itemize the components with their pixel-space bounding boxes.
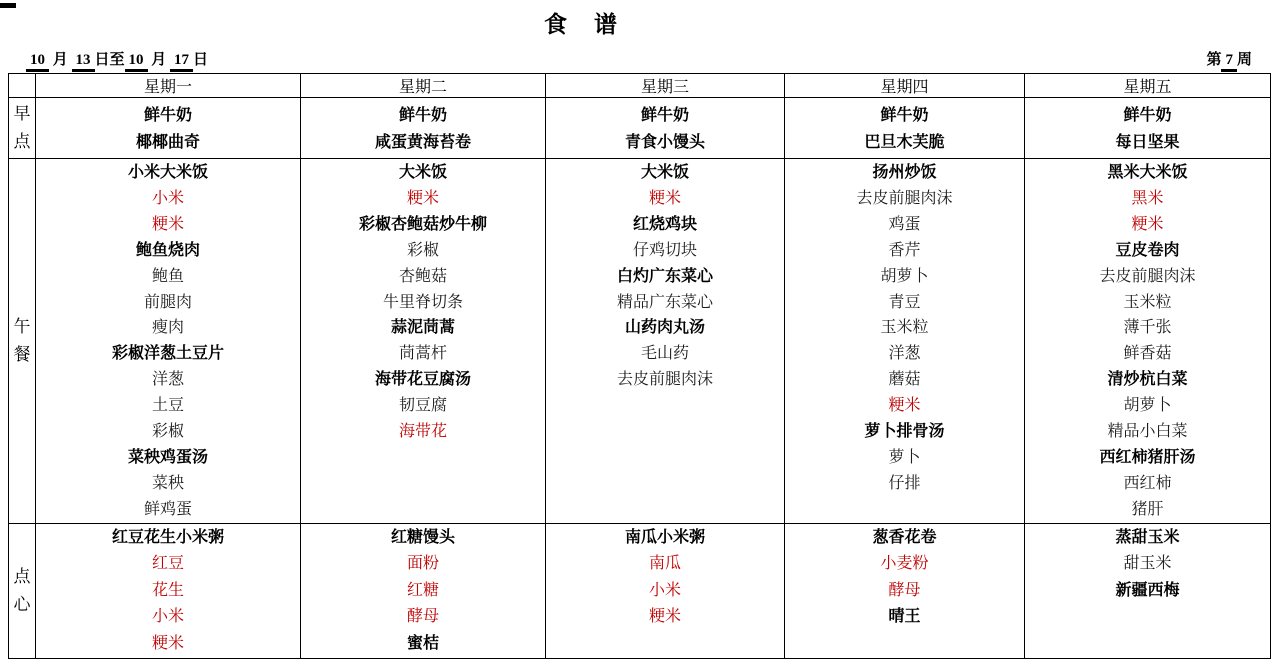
dish-name: 彩椒杏鲍菇炒牛柳 [358, 215, 487, 233]
ingredient: 菜秧 [151, 474, 184, 492]
label-text: 日 [193, 52, 209, 68]
dish-name: 青食小馒头 [624, 133, 705, 151]
ingredient: 杏鲍菇 [398, 267, 447, 285]
underlined-value: 10 [125, 52, 148, 72]
dish-name: 菜秧鸡蛋汤 [127, 448, 208, 466]
label-text: 第 [1206, 52, 1222, 68]
meal-cell-snack-day2 [301, 523, 546, 658]
ingredient: 粳米 [648, 189, 681, 207]
row-label-breakfast [9, 98, 36, 159]
menu-table [8, 73, 1271, 659]
ingredient: 粳米 [151, 635, 184, 653]
ingredient: 鲜鸡蛋 [143, 500, 192, 518]
ingredient: 粳米 [151, 215, 184, 233]
label-text: 月 [49, 52, 72, 68]
dish-name: 鲜牛奶 [143, 106, 192, 124]
underlined-value: 17 [170, 52, 193, 72]
dish-name: 鲜牛奶 [640, 106, 689, 124]
day-header-row [9, 74, 1271, 98]
ingredient: 萝卜 [888, 448, 921, 466]
meal-cell-breakfast-day1 [36, 98, 301, 159]
ingredient: 玉米粒 [1123, 293, 1172, 311]
ingredient: 鲍鱼 [151, 267, 184, 285]
week-label [1206, 48, 1270, 72]
ingredient: 小米 [151, 189, 184, 207]
label-text: 周 [1236, 52, 1252, 68]
dish-name: 山药肉丸汤 [624, 319, 705, 337]
ingredient: 鸡蛋 [888, 215, 921, 233]
ingredient: 南瓜 [648, 555, 681, 573]
day-header-3: 星期三 [546, 74, 785, 98]
ingredient: 甜玉米 [1123, 555, 1172, 573]
meal-row-lunch [9, 159, 1271, 524]
ingredient: 牛里脊切条 [382, 293, 463, 311]
dish-name: 豆皮卷肉 [1115, 241, 1180, 259]
ingredient: 仔排 [888, 474, 921, 492]
label-text: 月 [147, 52, 171, 68]
meal-row-snack [9, 523, 1271, 658]
ingredient: 猪肝 [1131, 500, 1164, 518]
dish-name: 巴旦木芙脆 [864, 133, 945, 151]
dish-name: 蒸甜玉米 [1115, 528, 1180, 546]
ingredient: 小米 [648, 581, 681, 599]
meal-cell-lunch-day1 [36, 159, 301, 524]
ingredient: 蘑菇 [888, 371, 921, 389]
dish-name: 椰椰曲奇 [135, 133, 200, 151]
dish-name: 彩椒洋葱土豆片 [111, 345, 224, 363]
date-range [8, 48, 208, 72]
ingredient: 瘦肉 [151, 319, 184, 337]
row-label-char: 点 [13, 132, 31, 151]
ingredient: 胡萝卜 [1123, 397, 1172, 415]
ingredient: 洋葱 [888, 345, 921, 363]
dish-name: 蒜泥茼蒿 [390, 319, 455, 337]
ingredient: 海带花 [398, 423, 447, 441]
dish-name: 西红柿猪肝汤 [1099, 448, 1196, 466]
row-label-char: 午 [13, 316, 31, 336]
meal-cell-snack-day1 [36, 523, 301, 658]
meta-row [8, 48, 1270, 72]
ingredient: 青豆 [888, 293, 921, 311]
ingredient: 小米 [151, 608, 184, 626]
meal-cell-snack-day4 [785, 523, 1025, 658]
dish-name: 南瓜小米粥 [624, 528, 705, 546]
meal-cell-lunch-day5 [1025, 159, 1271, 524]
ingredient: 粳米 [406, 189, 439, 207]
ingredient: 鲜香菇 [1123, 345, 1172, 363]
row-label-char: 心 [13, 594, 31, 614]
day-header-5: 星期五 [1025, 74, 1271, 98]
ingredient: 粳米 [888, 397, 921, 415]
dish-name: 晴王 [888, 608, 921, 626]
day-header-1: 星期一 [36, 74, 301, 98]
ingredient: 土豆 [151, 397, 184, 415]
ingredient: 花生 [151, 581, 184, 599]
meal-cell-breakfast-day3 [546, 98, 785, 159]
ingredient: 黑米 [1131, 189, 1164, 207]
page-title: 食 谱 [544, 12, 619, 37]
underlined-value: 13 [72, 52, 95, 72]
day-header-2: 星期二 [301, 74, 546, 98]
meal-cell-breakfast-day4 [785, 98, 1025, 159]
row-label-char: 早 [13, 104, 31, 123]
ingredient: 胡萝卜 [880, 267, 929, 285]
ingredient: 红糖 [406, 581, 439, 599]
meal-cell-breakfast-day2 [301, 98, 546, 159]
dish-name: 葱香花卷 [872, 528, 937, 546]
meal-cell-breakfast-day5 [1025, 98, 1271, 159]
dish-name: 海带花豆腐汤 [374, 371, 471, 389]
meal-cell-lunch-day4 [785, 159, 1025, 524]
dish-name: 红糖馒头 [390, 528, 455, 546]
dish-name: 鲜牛奶 [398, 106, 447, 124]
dish-name: 鲍鱼烧肉 [135, 241, 200, 259]
ingredient: 洋葱 [151, 371, 184, 389]
row-label-char: 点 [13, 566, 31, 586]
row-label-lunch [9, 159, 36, 524]
ingredient: 薄千张 [1123, 319, 1172, 337]
dish-name: 鲜牛奶 [1123, 106, 1172, 124]
meal-cell-lunch-day2 [301, 159, 546, 524]
day-header-4: 星期四 [785, 74, 1025, 98]
ingredient: 粳米 [648, 608, 681, 626]
meal-cell-snack-day3 [546, 523, 785, 658]
ingredient: 去皮前腿肉沫 [616, 371, 713, 389]
ingredient: 面粉 [406, 555, 439, 573]
ingredient: 韧豆腐 [398, 397, 447, 415]
dish-name: 蜜桔 [406, 635, 439, 653]
ingredient: 彩椒 [151, 423, 184, 441]
underlined-value: 7 [1221, 52, 1237, 72]
ingredient: 酵母 [406, 608, 439, 626]
ingredient: 红豆 [151, 555, 184, 573]
meal-cell-snack-day5 [1025, 523, 1271, 658]
ingredient: 仔鸡切块 [632, 241, 697, 259]
ingredient: 玉米粒 [880, 319, 929, 337]
dish-name: 小米大米饭 [127, 164, 208, 181]
ingredient: 前腿肉 [143, 293, 192, 311]
dish-name: 红烧鸡块 [632, 215, 697, 233]
ingredient: 彩椒 [406, 241, 439, 259]
ingredient: 香芹 [888, 241, 921, 259]
meal-cell-lunch-day3 [546, 159, 785, 524]
ingredient: 小麦粉 [880, 555, 929, 573]
dish-name: 新疆西梅 [1115, 581, 1180, 599]
ingredient: 精品小白菜 [1107, 423, 1188, 441]
dish-name: 黑米大米饭 [1107, 164, 1188, 181]
dish-name: 白灼广东菜心 [616, 267, 713, 285]
ingredient: 毛山药 [640, 345, 689, 363]
dish-name: 红豆花生小米粥 [111, 528, 224, 546]
ingredient: 去皮前腿肉沫 [856, 189, 953, 207]
ingredient: 精品广东菜心 [616, 293, 713, 311]
ingredient: 西红柿 [1123, 474, 1172, 492]
dish-name: 大米饭 [398, 164, 447, 181]
row-label-snack [9, 523, 36, 658]
dish-name: 咸蛋黄海苔卷 [374, 133, 471, 151]
ingredient: 酵母 [888, 581, 921, 599]
dish-name: 大米饭 [640, 164, 689, 181]
dish-name: 鲜牛奶 [880, 106, 929, 124]
ingredient: 粳米 [1131, 215, 1164, 233]
dish-name: 萝卜排骨汤 [864, 423, 945, 441]
underlined-value: 10 [26, 52, 49, 72]
dish-name: 扬州炒饭 [872, 164, 937, 181]
corner-cell [9, 74, 36, 98]
ingredient: 去皮前腿肉沫 [1099, 267, 1196, 285]
meal-row-breakfast [9, 98, 1271, 159]
ingredient: 茼蒿杆 [398, 345, 447, 363]
label-text: 日至 [94, 52, 125, 68]
dish-name: 每日坚果 [1115, 133, 1180, 151]
row-label-char: 餐 [13, 344, 31, 364]
dish-name: 清炒杭白菜 [1107, 371, 1188, 389]
